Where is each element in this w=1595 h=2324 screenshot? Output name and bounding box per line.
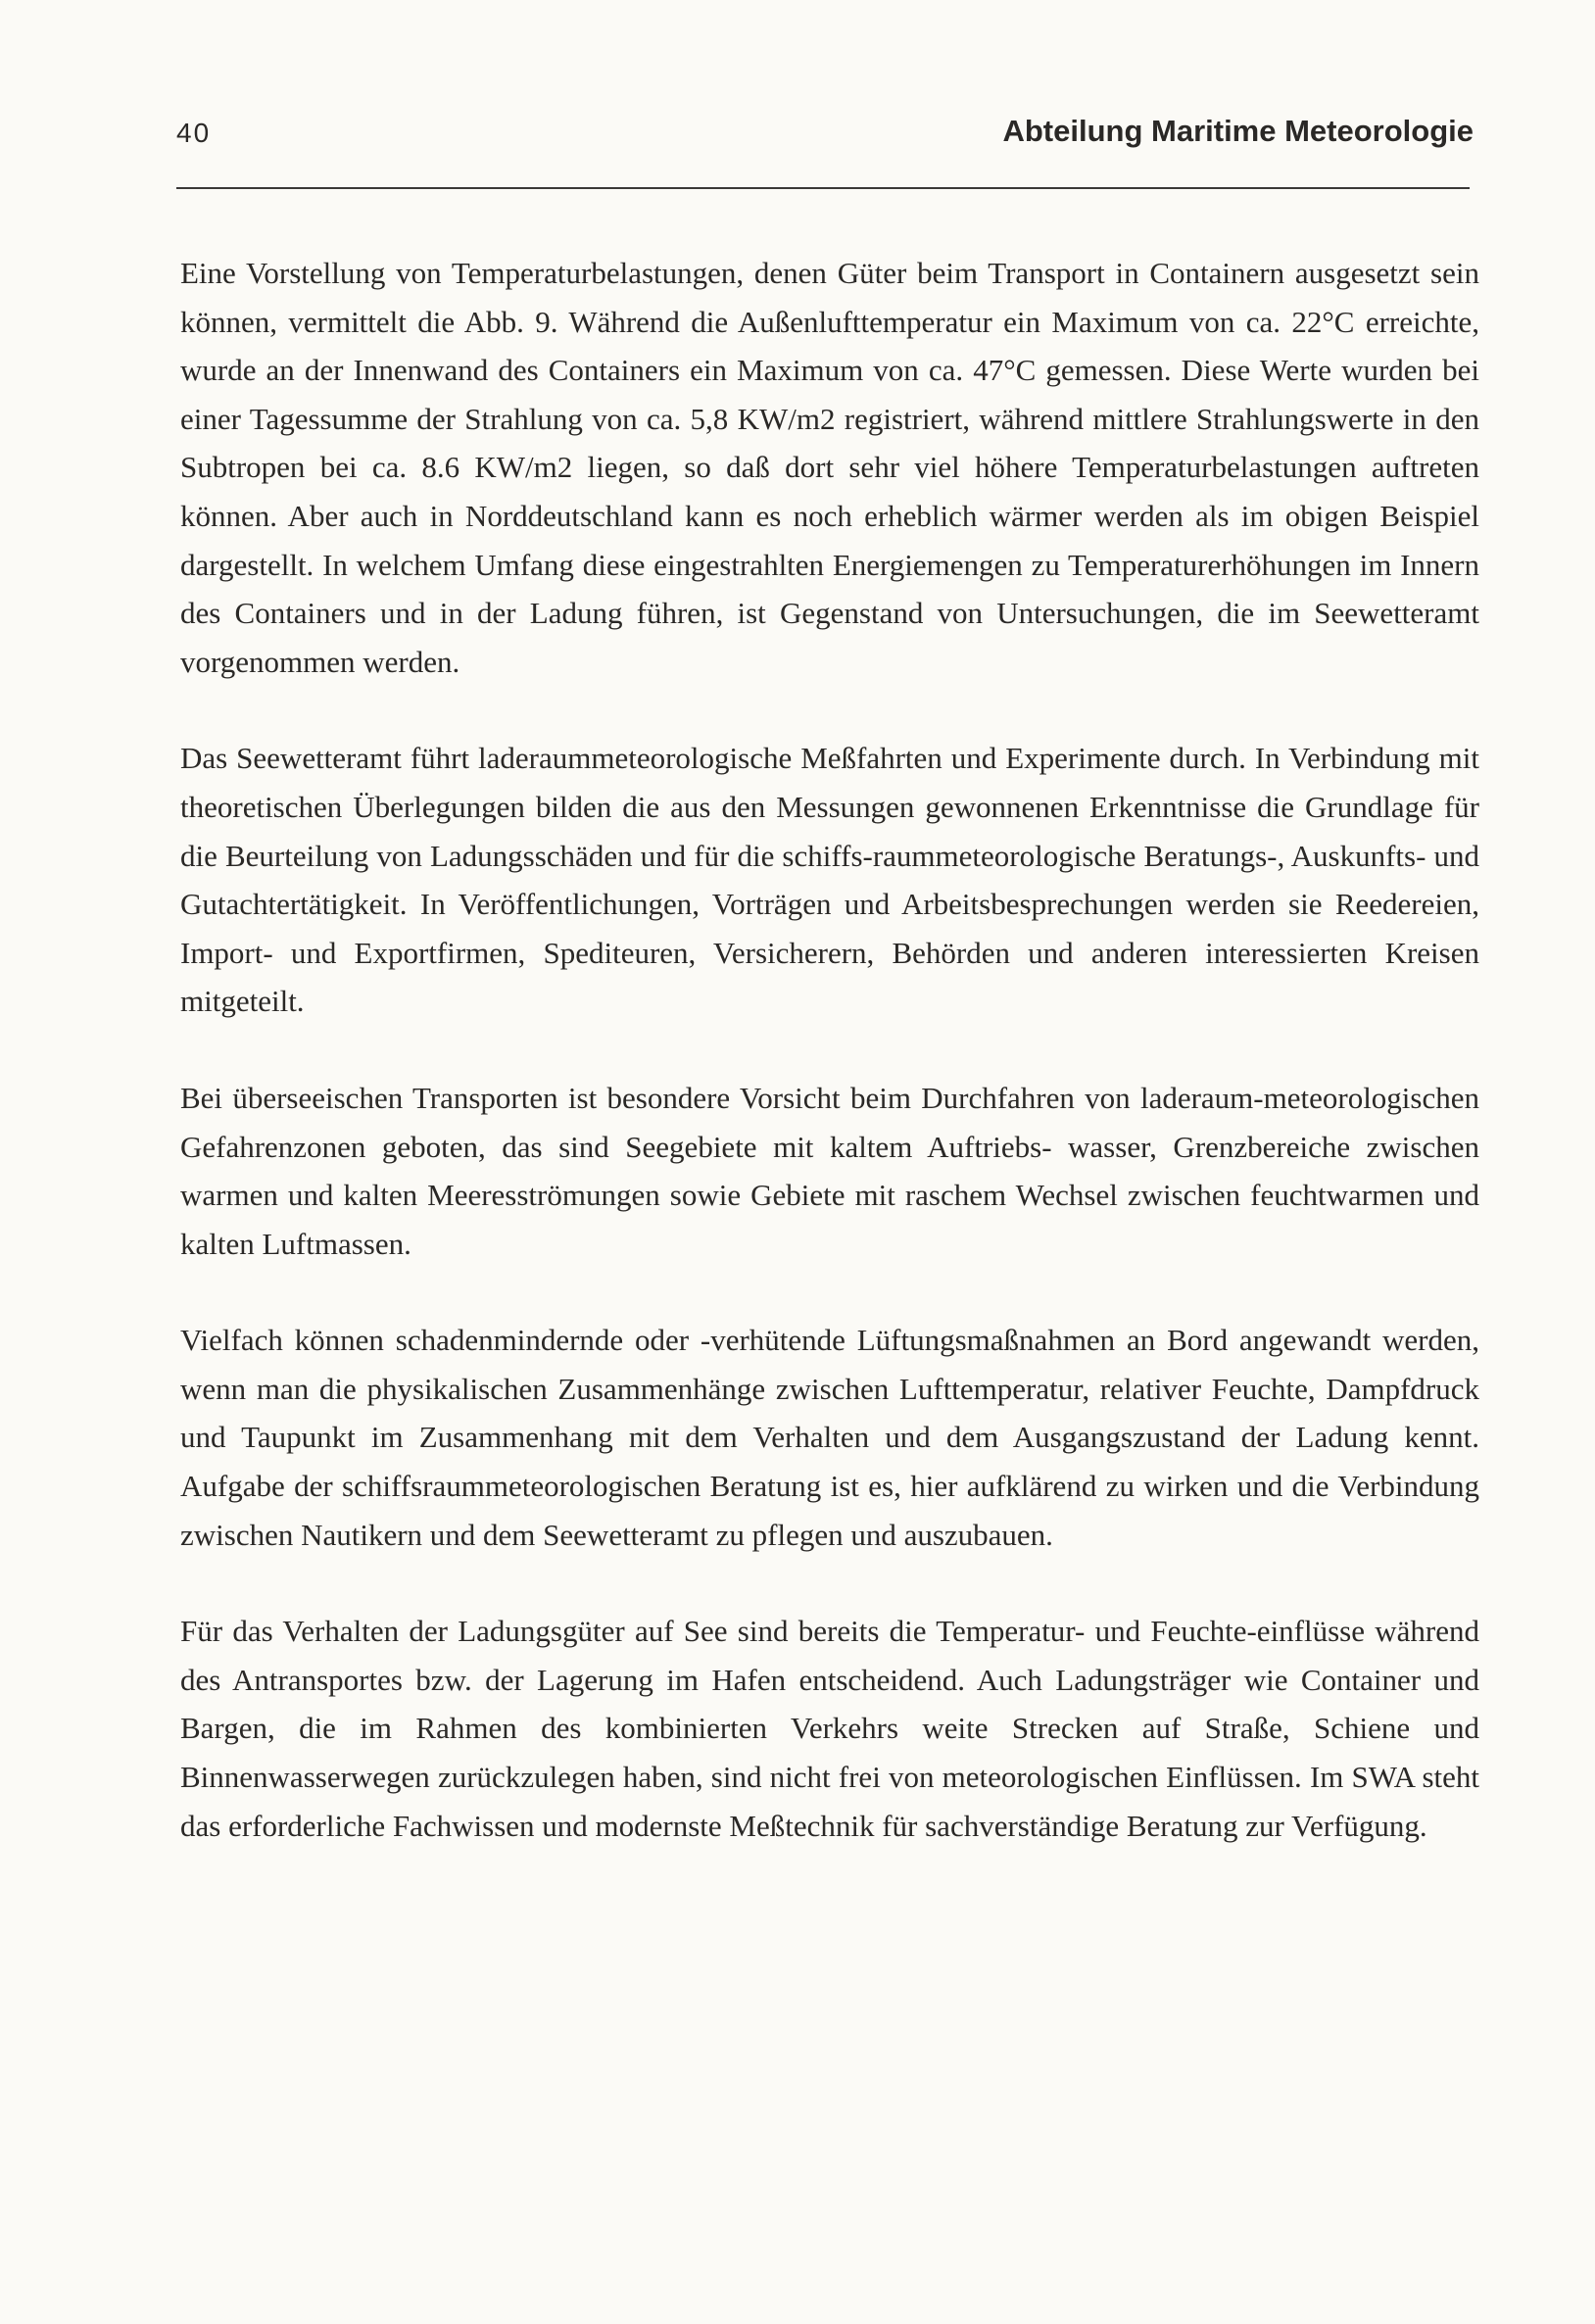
- header-divider: [176, 187, 1470, 189]
- running-header-title: Abteilung Maritime Meteorologie: [1002, 114, 1474, 148]
- paragraph-5: Für das Verhalten der Ladungsgüter auf See sind bereits die Temperatur- und Feuchte-einflüsse während des Antransportes bzw. der Lagerung im Hafen entscheidend. Auch Ladungsträger wie Container und Bargen, die im Rahmen des kombinierten Verkehrs weite Strecken auf Straße, Schiene und Binnenwasserwegen zurückzulegen haben, sind nicht frei von meteorologischen Einflüssen. Im SWA steht das erforderliche Fachwissen und modernste Meßtechnik für sachverständige Beratung zur Verfügung.: [180, 1614, 1479, 1843]
- paragraph-1: Eine Vorstellung von Temperaturbelastungen, denen Güter beim Transport in Containern ausgesetzt sein können, vermittelt die Abb. 9. Während die Außenlufttemperatur ein Maximum von ca. 22°C erreichte, wurde an der Innenwand des Containers ein Maximum von ca. 47°C gemessen. Diese Werte wurden bei einer Tagessumme der Strahlung von ca. 5,8 KW/m2 registriert, während mittlere Strahlungswerte in den Subtropen bei ca. 8.6 KW/m2 liegen, so daß dort sehr viel höhere Temperaturbelastungen auftreten können. Aber auch in Norddeutschland kann es noch erheblich wärmer werden als im obigen Beispiel dargestellt. In welchem Umfang diese eingestrahlten Energiemengen zu Temperaturerhöhungen im Innern des Containers und in der Ladung führen, ist Gegenstand von Untersuchungen, die im Seewetteramt vorgenommen werden.: [180, 256, 1479, 679]
- paragraph-2: Das Seewetteramt führt laderaummeteorologische Meßfahrten und Experimente durch. In Verbindung mit theoretischen Überlegungen bilden die aus den Messungen gewonnenen Erkenntnisse die Grundlage für die Beurteilung von Ladungsschäden und für die schiffs-raummeteorologische Beratungs-, Auskunfts- und Gutachtertätigkeit. In Veröffentlichungen, Vorträgen und Arbeitsbesprechungen werden sie Reedereien, Import- und Exportfirmen, Spediteuren, Versicherern, Behörden und anderen interessierten Kreisen mitgeteilt.: [180, 741, 1479, 1019]
- paragraph-3: Bei überseeischen Transporten ist besondere Vorsicht beim Durchfahren von laderaum-meteorologischen Gefahrenzonen geboten, das sind Seegebiete mit kaltem Auftriebs- wasser, Grenzbereiche zwischen warmen und kalten Meeresströmungen sowie Gebiete mit raschem Wechsel zwischen feuchtwarmen und kalten Luftmassen.: [180, 1080, 1479, 1261]
- paragraph-4: Vielfach können schadenmindernde oder -verhütende Lüftungsmaßnahmen an Bord angewandt werden, wenn man die physikalischen Zusammenhänge zwischen Lufttemperatur, relativer Feuchte, Dampfdruck und Taupunkt im Zusammenhang mit dem Verhalten und dem Ausgangszustand der Ladung kennt. Aufgabe der schiffsraummeteorologischen Beratung ist es, hier aufklärend zu wirken und die Verbindung zwischen Nautikern und dem Seewetteramt zu pflegen und auszubauen.: [180, 1323, 1479, 1552]
- body-text: [180, 249, 1479, 1850]
- page-number: 40: [176, 118, 212, 148]
